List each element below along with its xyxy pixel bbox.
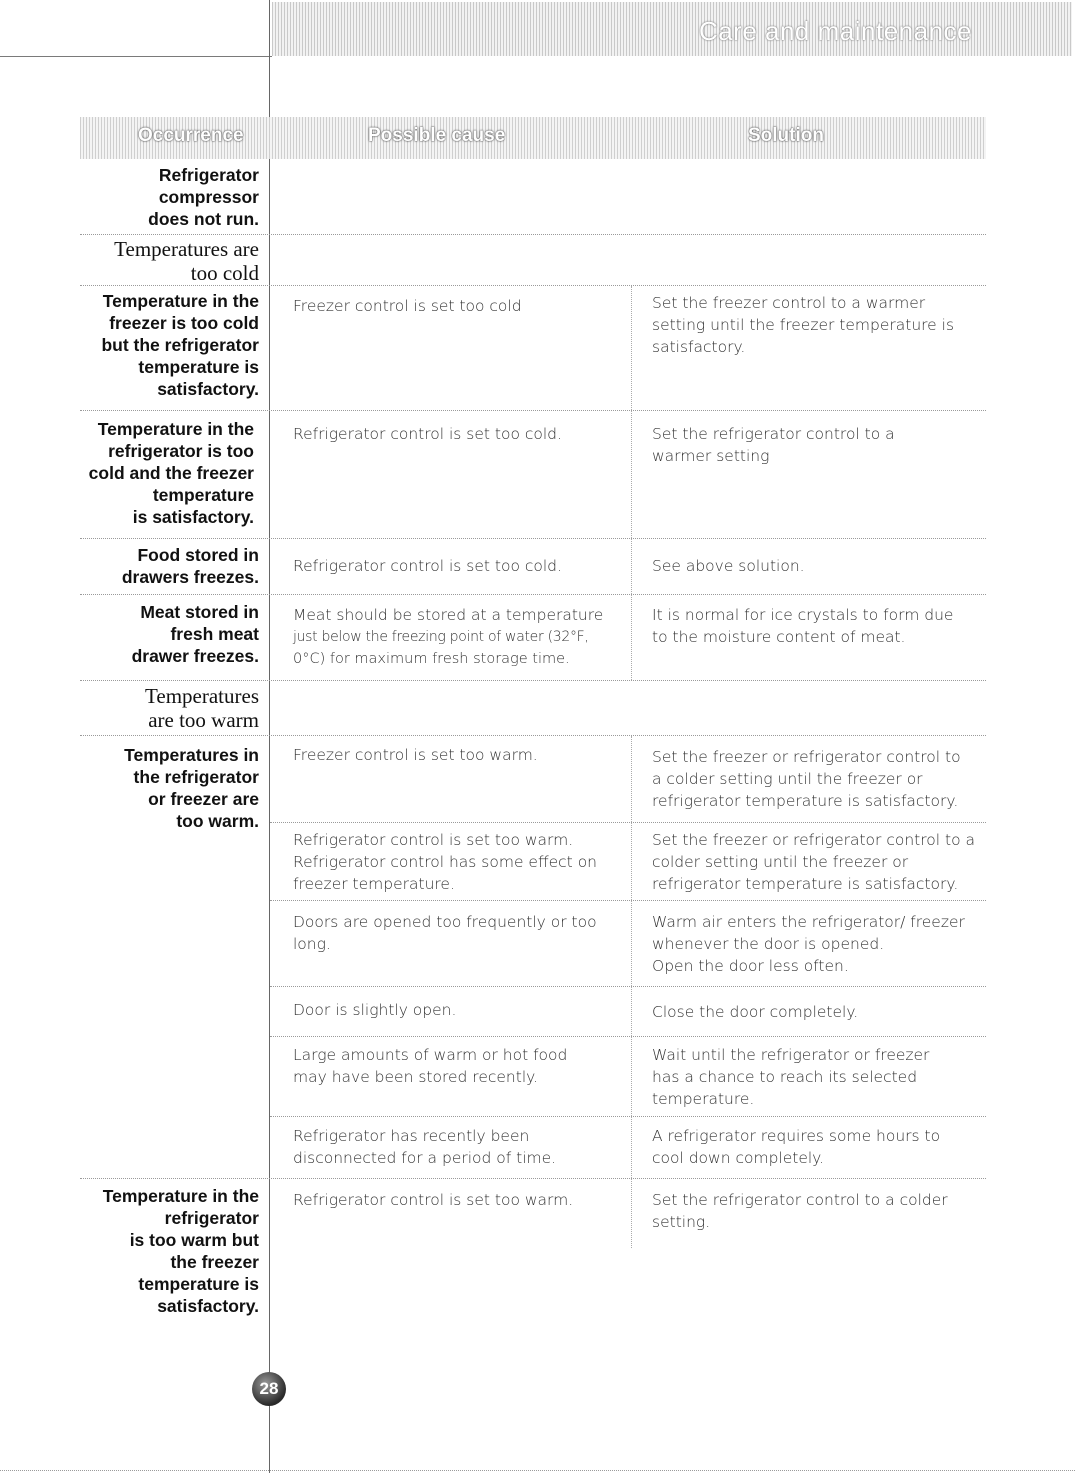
solution-warm-2: Set the freezer or refrigerator control to a colder setting until the freezer or refrigerator temperature is satisfactory.: [652, 831, 975, 893]
occurrence-refrigerator-warm: Temperature in the refrigerator is too warm but the freezer temperature is satisfactory.: [102, 1186, 259, 1316]
cause-warm-3: Doors are opened too frequently or too long.: [293, 913, 597, 953]
row-separator: [80, 594, 986, 595]
cause-solution-divider: [631, 286, 632, 680]
occurrence-too-warm: Temperatures in the refrigerator or freezer are too warm.: [124, 745, 259, 831]
row-separator: [80, 234, 986, 235]
row-separator: [270, 900, 986, 901]
cause-drawers-freeze: Refrigerator control is set too cold.: [293, 557, 562, 575]
cause-warm-6: Refrigerator has recently been disconnected for a period of time.: [293, 1127, 557, 1167]
header-band: [272, 2, 1072, 56]
row-separator: [270, 822, 986, 823]
cause-solution-divider: [631, 736, 632, 1248]
solution-meat-freezes: It is normal for ice crystals to form due to the moisture content of meat.: [652, 606, 954, 646]
row-separator: [270, 1116, 986, 1117]
column-divider: [269, 0, 270, 1473]
row-separator: [270, 1036, 986, 1037]
row-separator: [80, 410, 986, 411]
header-rule: [0, 56, 272, 57]
cause-warm-1: Freezer control is set too warm.: [293, 746, 538, 764]
page-title: Care and maintenance: [698, 16, 972, 46]
solution-warm-5: Wait until the refrigerator or freezer has a chance to reach its selected temperature.: [652, 1046, 930, 1108]
solution-freezer-cold: Set the freezer control to a warmer setting until the freezer temperature is satisfactory.: [652, 294, 955, 356]
col-occurrence: Occurrence: [138, 125, 244, 146]
solution-warm-3: Warm air enters the refrigerator/ freezer whenever the door is opened. Open the door less often.: [652, 913, 965, 975]
section-too-cold: Temperatures are too cold: [114, 237, 259, 285]
page-number-badge: 28: [252, 1372, 286, 1406]
cause-warm-4: Door is slightly open.: [293, 1001, 457, 1019]
occurrence-meat-freezes: Meat stored in fresh meat drawer freezes.: [131, 602, 259, 666]
cause-refrigerator-cold: Refrigerator control is set too cold.: [293, 425, 562, 443]
occurrence-freezer-cold: Temperature in the freezer is too cold but the refrigerator temperature is satisfactory.: [101, 291, 259, 399]
occurrence-compressor: Refrigerator compressor does not run.: [148, 165, 259, 229]
section-too-warm: Temperatures are too warm: [145, 684, 259, 732]
row-separator: [80, 285, 986, 286]
solution-refrigerator-warm: Set the refrigerator control to a colder setting.: [652, 1191, 948, 1231]
cause-refrigerator-warm: Refrigerator control is set too warm.: [293, 1191, 574, 1209]
solution-warm-4: Close the door completely.: [652, 1003, 859, 1021]
col-cause: Possible cause: [368, 125, 506, 146]
table-header: [80, 117, 986, 159]
cause-freezer-cold: Freezer control is set too cold: [293, 297, 522, 315]
row-separator: [80, 1178, 986, 1179]
solution-refrigerator-cold: Set the refrigerator control to a warmer setting: [652, 425, 895, 465]
col-solution: Solution: [748, 125, 824, 146]
row-separator: [80, 680, 986, 681]
bottom-rule: [0, 1470, 1075, 1471]
occurrence-drawers-freeze: Food stored in drawers freezes.: [121, 545, 259, 587]
solution-warm-1: Set the freezer or refrigerator control to a colder setting until the freezer or refrigerator temperature is satisfactory.: [652, 748, 961, 810]
solution-warm-6: A refrigerator requires some hours to cool down completely.: [652, 1127, 941, 1167]
row-separator: [270, 986, 986, 987]
cause-meat-freezes: Meat should be stored at a temperature just below the freezing point of water (32°F, 0°C) for maximum fresh storage time.: [293, 606, 604, 667]
occurrence-refrigerator-cold: Temperature in the refrigerator is too cold and the freezer temperature is satisfactory.: [88, 419, 254, 527]
solution-drawers-freeze: See above solution.: [652, 557, 805, 575]
row-separator: [80, 538, 986, 539]
cause-warm-2: Refrigerator control is set too warm. Refrigerator control has some effect on freezer temperature.: [293, 831, 597, 893]
cause-warm-5: Large amounts of warm or hot food may have been stored recently.: [293, 1046, 568, 1086]
row-separator: [80, 735, 986, 736]
